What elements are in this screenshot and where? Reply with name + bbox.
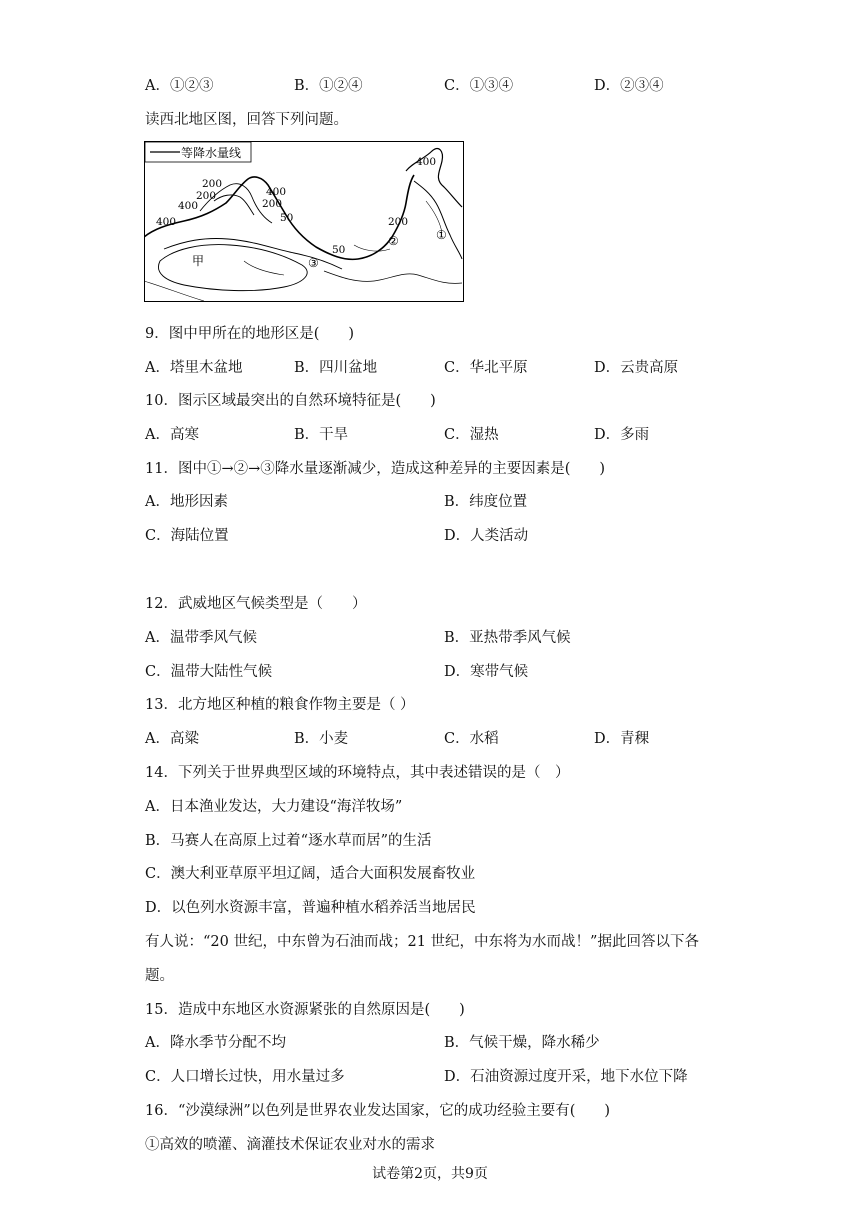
option-q9-c: C．华北平原 [444, 360, 528, 376]
option-q15-c: C．人口增长过快，用水量过多 [145, 1069, 345, 1085]
map-label: 200 [262, 198, 283, 210]
map-label: 200 [202, 178, 223, 190]
option-q15-a: A．降水季节分配不均 [145, 1035, 286, 1051]
question-13: 13．北方地区种植的粮食作物主要是（ ） [145, 697, 415, 713]
question-12: 12．武威地区气候类型是（ ） [145, 596, 367, 612]
option-q8-b: B．①②④ [294, 78, 363, 94]
intro-water-line2: 题。 [145, 968, 174, 984]
option-q15-b: B．气候干燥，降水稀少 [444, 1035, 600, 1051]
intro-water-line1: 有人说：“20 世纪，中东曾为石油而战；21 世纪，中东将为水而战！”据此回答以下各 [145, 934, 699, 950]
map-label: 400 [178, 200, 199, 212]
option-q8-d: D．②③④ [594, 78, 664, 94]
question-11: 11．图中①→②→③降水量逐渐减少，造成这种差异的主要因素是( ) [145, 461, 606, 477]
question-16: 16．“沙漠绿洲”以色列是世界农业发达国家，它的成功经验主要有( ) [145, 1103, 611, 1119]
page-footer: 试卷第2页，共9页 [372, 1166, 488, 1182]
question-10: 10．图示区域最突出的自然环境特征是( ) [145, 393, 436, 409]
option-q14-b: B．马赛人在高原上过着“逐水草而居”的生活 [145, 833, 432, 849]
question-15: 15．造成中东地区水资源紧张的自然原因是( ) [145, 1002, 465, 1018]
map-label: 400 [416, 156, 437, 168]
option-q10-c: C．湿热 [444, 427, 499, 443]
option-q10-d: D．多雨 [594, 427, 650, 443]
map-label: 200 [196, 190, 217, 202]
option-q11-b: B．纬度位置 [444, 494, 528, 510]
option-q12-d: D．寒带气候 [444, 664, 529, 680]
map-label-3: ③ [308, 256, 319, 270]
option-q14-d: D．以色列水资源丰富，普遍种植水稻养活当地居民 [145, 900, 476, 916]
option-q9-d: D．云贵高原 [594, 360, 679, 376]
option-q12-b: B．亚热带季风气候 [444, 630, 571, 646]
option-q12-a: A．温带季风气候 [145, 630, 257, 646]
question-14: 14．下列关于世界典型区域的环境特点，其中表述错误的是（ ） [145, 765, 570, 781]
option-q10-b: B．干旱 [294, 427, 349, 443]
q16-item-1: ①高效的喷灌、滴灌技术保证农业对水的需求 [145, 1137, 435, 1153]
option-q11-a: A．地形因素 [145, 494, 228, 510]
option-q12-c: C．温带大陆性气候 [145, 664, 273, 680]
option-q11-d: D．人类活动 [444, 528, 529, 544]
option-q13-a: A．高粱 [145, 731, 199, 747]
option-q8-c: C．①③④ [444, 78, 514, 94]
map-label: 400 [266, 186, 287, 198]
northwest-precipitation-map [144, 141, 464, 302]
map-label-1: ① [436, 228, 447, 242]
intro-map: 读西北地区图，回答下列问题。 [145, 112, 348, 128]
map-label: 200 [388, 216, 409, 228]
option-q13-b: B．小麦 [294, 731, 349, 747]
option-q8-a: A．①②③ [145, 78, 214, 94]
option-q11-c: C．海陆位置 [145, 528, 229, 544]
map-label-2: ② [388, 234, 399, 248]
option-q10-a: A．高寒 [145, 427, 199, 443]
map-label: 50 [332, 244, 346, 256]
map-label-jia: 甲 [192, 254, 205, 268]
option-q9-a: A．塔里木盆地 [145, 360, 243, 376]
option-q13-d: D．青稞 [594, 731, 650, 747]
question-9: 9．图中甲所在的地形区是( ) [145, 326, 355, 342]
option-q14-a: A．日本渔业发达，大力建设“海洋牧场” [145, 799, 403, 815]
option-q14-c: C．澳大利亚草原平坦辽阔，适合大面积发展畜牧业 [145, 866, 476, 882]
map-label: 50 [280, 212, 294, 224]
option-q15-d: D．石油资源过度开采，地下水位下降 [444, 1069, 688, 1085]
map-legend: 等降水量线 [181, 146, 242, 160]
option-q9-b: B．四川盆地 [294, 360, 378, 376]
option-q13-c: C．水稻 [444, 731, 499, 747]
map-label: 400 [156, 216, 177, 228]
